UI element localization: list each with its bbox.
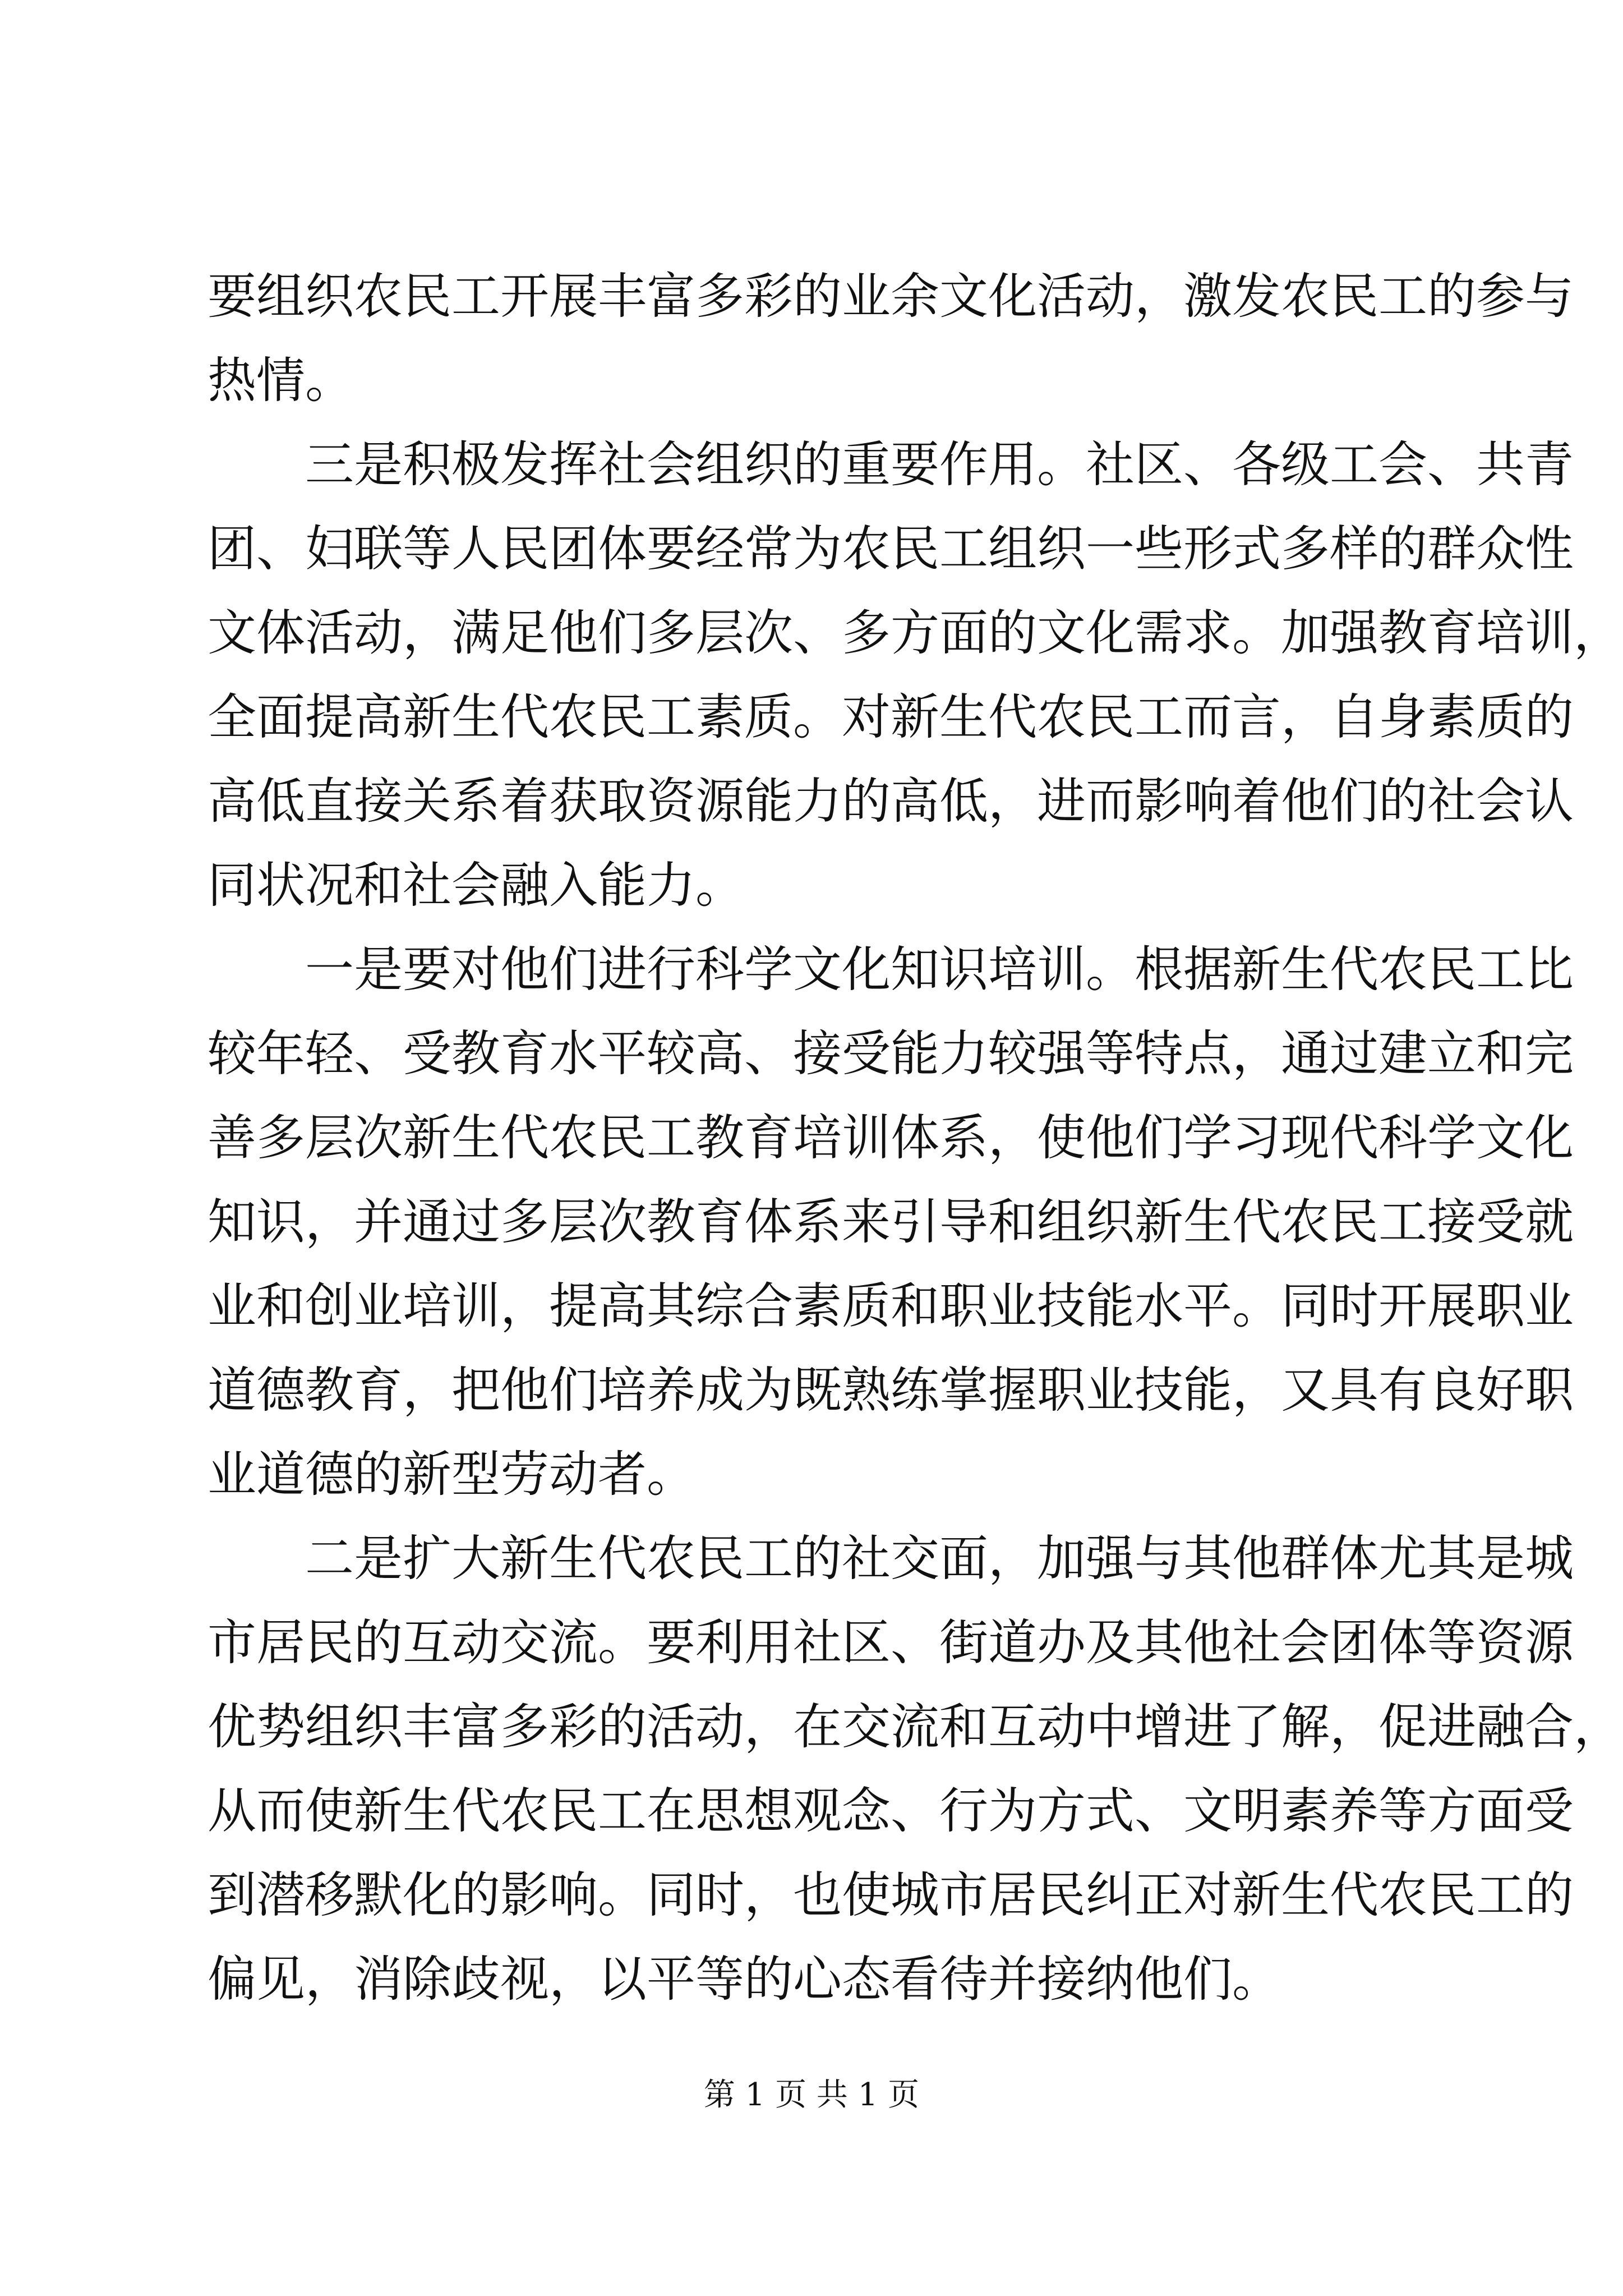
text-line: 到潜移默化的影响。同时，也使城市居民纠正对新生代农民工的 (208, 1866, 1574, 1924)
text-line: 三是积极发挥社会组织的重要作用。社区、各级工会、共青 (305, 436, 1574, 493)
text-line: 从而使新生代农民工在思想观念、行为方式、文明素养等方面受 (208, 1782, 1574, 1839)
text-line: 优势组织丰富多彩的活动，在交流和互动中增进了解，促进融合， (208, 1698, 1622, 1755)
text-line: 同状况和社会融入能力。 (208, 857, 744, 914)
text-line: 业和创业培训，提高其综合素质和职业技能水平。同时开展职业 (208, 1277, 1574, 1335)
text-line: 知识，并通过多层次教育体系来引导和组织新生代农民工接受就 (208, 1193, 1574, 1250)
text-line: 二是扩大新生代农民工的社交面，加强与其他群体尤其是城 (305, 1530, 1574, 1587)
document-body (208, 254, 1622, 2021)
page-footer: 第 1 页 共 1 页 (703, 2077, 920, 2113)
text-line: 道德教育，把他们培养成为既熟练掌握职业技能，又具有良好职 (208, 1361, 1574, 1419)
text-line: 文体活动，满足他们多层次、多方面的文化需求。加强教育培训， (208, 604, 1622, 661)
text-line: 市居民的互动交流。要利用社区、街道办及其他社会团体等资源 (208, 1614, 1574, 1671)
text-line: 一是要对他们进行科学文化知识培训。根据新生代农民工比 (305, 941, 1574, 998)
text-line: 热情。 (208, 352, 354, 409)
text-line: 高低直接关系着获取资源能力的高低，进而影响着他们的社会认 (208, 772, 1574, 830)
text-line: 较年轻、受教育水平较高、接受能力较强等特点，通过建立和完 (208, 1025, 1574, 1082)
text-line: 全面提高新生代农民工素质。对新生代农民工而言，自身素质的 (208, 688, 1574, 746)
text-line: 团、妇联等人民团体要经常为农民工组织一些形式多样的群众性 (208, 520, 1574, 577)
text-line: 业道德的新型劳动者。 (208, 1446, 695, 1503)
text-line: 偏见，消除歧视，以平等的心态看待并接纳他们。 (208, 1950, 1281, 2008)
text-line: 善多层次新生代农民工教育培训体系，使他们学习现代科学文化 (208, 1109, 1574, 1166)
text-line: 要组织农民工开展丰富多彩的业余文化活动，激发农民工的参与 (208, 268, 1574, 325)
